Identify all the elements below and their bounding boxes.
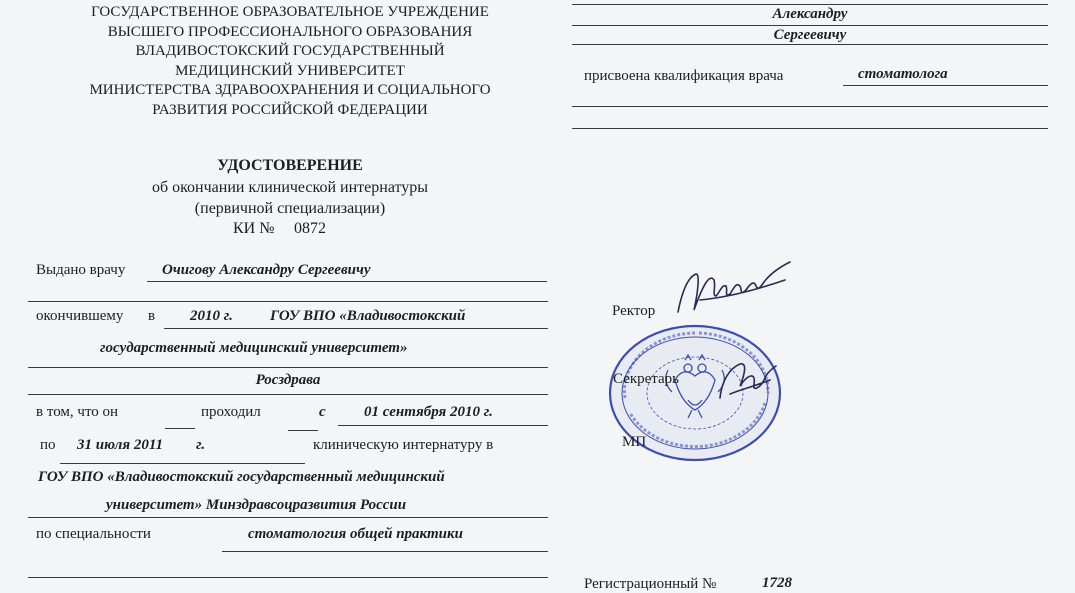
- specialty-underline: [222, 551, 548, 552]
- document-subtitle: об окончании клинической интернатуры: [151, 179, 429, 196]
- document-number-label: КИ №: [233, 220, 275, 237]
- end-year-suffix: г.: [196, 437, 206, 453]
- from-label: с: [319, 404, 326, 420]
- date-from-underline: [288, 430, 318, 431]
- header-line: РАЗВИТИЯ РОССИЙСКОЙ ФЕДЕРАЦИИ: [152, 101, 428, 118]
- graduation-year: 2010 г.: [190, 308, 233, 324]
- seal-label: МП: [622, 434, 647, 450]
- specialty-label: по специальности: [36, 526, 151, 542]
- document-title: УДОСТОВЕРЕНИЕ: [217, 157, 363, 174]
- start-date: 01 сентября 2010 г.: [364, 404, 493, 420]
- graduated-label: окончившему: [36, 308, 124, 324]
- end-date: 31 июля 2011: [77, 437, 164, 453]
- header-line: МИНИСТЕРСТВА ЗДРАВООХРАНЕНИЯ И СОЦИАЛЬНОГО: [89, 82, 491, 98]
- rector-signature: [660, 252, 810, 327]
- issued-to-label: Выдано врачу: [36, 262, 126, 278]
- graduated-underline: [164, 328, 548, 329]
- header-line: ГОСУДАРСТВЕННОЕ ОБРАЗОВАТЕЛЬНОЕ УЧРЕЖДЕНИЕ: [91, 4, 489, 20]
- start-date-underline: [338, 425, 548, 426]
- rector-label: Ректор: [612, 303, 656, 319]
- ministry-name: Росздрава: [255, 372, 321, 388]
- blank-line: [572, 106, 1048, 107]
- qualification-label: присвоена квалификация врача: [584, 68, 784, 84]
- patronymic-underline: [572, 44, 1048, 45]
- specialty-value: стоматология общей практики: [248, 526, 463, 542]
- header-line: МЕДИЦИНСКИЙ УНИВЕРСИТЕТ: [175, 62, 405, 79]
- first-name-underline: [572, 25, 1048, 26]
- document-number: 0872: [294, 220, 326, 237]
- qualification-value: стоматолога: [858, 66, 948, 82]
- internship-place-line-1: ГОУ ВПО «Владивостокский государственный медицинский: [38, 469, 445, 485]
- ministry-underline: [28, 394, 548, 395]
- recipient-patronymic: Сергеевичу: [773, 27, 847, 43]
- secretary-signature: [700, 350, 790, 410]
- internship-place-underline: [28, 517, 548, 518]
- registration-label: Регистрационный №: [584, 576, 717, 592]
- header-line: ВЫСШЕГО ПРОФЕССИОНАЛЬНОГО ОБРАЗОВАНИЯ: [107, 23, 473, 40]
- end-date-top-line: [165, 428, 195, 429]
- document-subtitle-2: (первичной специализации): [194, 200, 386, 217]
- name-top-line: [572, 4, 1048, 5]
- end-date-underline: [60, 463, 305, 464]
- registration-number: 1728: [762, 575, 792, 591]
- institution-header: [40, 3, 540, 120]
- internship-label: клиническую интернатуру в: [313, 437, 494, 453]
- passed-label: проходил: [201, 404, 261, 420]
- blank-line: [28, 577, 548, 578]
- header-line: ВЛАДИВОСТОКСКИЙ ГОСУДАРСТВЕННЫЙ: [135, 43, 445, 59]
- qualification-underline: [843, 85, 1048, 86]
- issued-to-underline: [147, 281, 547, 282]
- secretary-label: Секретарь: [613, 371, 680, 387]
- blank-line: [572, 128, 1048, 129]
- university-line-2: государственный медицинский университет»: [100, 340, 408, 356]
- internship-place-line-2: университет» Минздравсоцразвития России: [106, 497, 407, 513]
- to-label: по: [40, 437, 56, 453]
- university-underline: [28, 367, 548, 368]
- graduated-in-label: в: [148, 308, 156, 324]
- blank-line: [28, 301, 548, 302]
- issued-to-name: Очигову Александру Сергеевичу: [162, 262, 371, 278]
- university-line-1: ГОУ ВПО «Владивостокский: [270, 308, 466, 324]
- in-that-he-label: в том, что он: [36, 404, 119, 420]
- recipient-first-name: Александру: [772, 6, 848, 22]
